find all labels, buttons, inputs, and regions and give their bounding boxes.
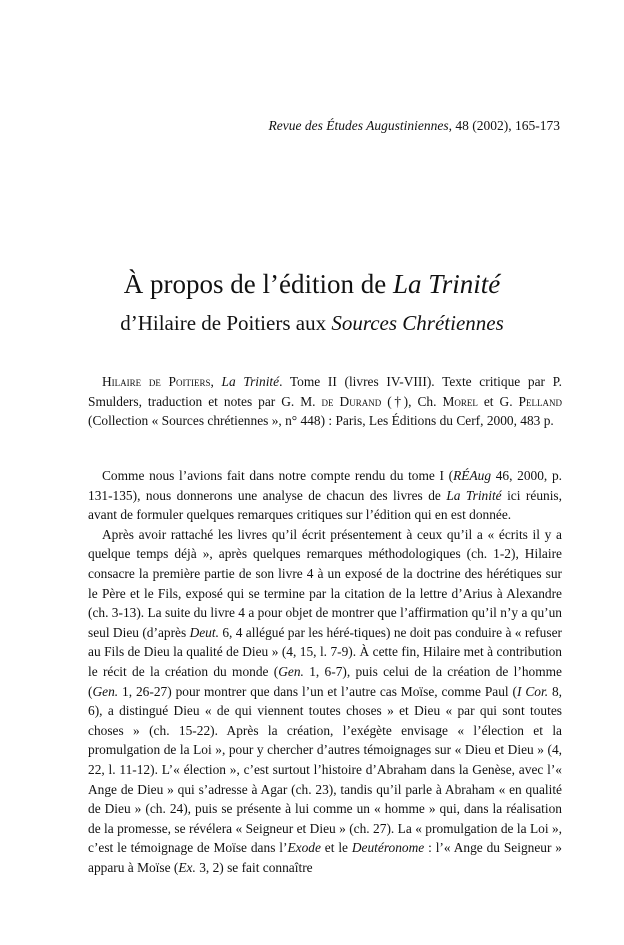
biblio-text: . Tome II (livres IV-VIII). Texte critique par P. Smulders, traduction et notes par G. M. — [88, 374, 562, 409]
text-italic: La Trinité — [446, 487, 502, 503]
text-run: 8, 6), a distingué Dieu « de qui viennent toutes choses » et Dieu « par qui sont toutes choses » (ch. 15-22). Après la création, l’exégète envisage « l’élection et la promulgation de la Loi », pour y chercher d’autres témoignages sur « Dieu et Dieu » (4, 22, l. 11-12). L’« élection », c’est surtout l’histoire d’Abraham dans la Genèse, avec l’« Ange de Dieu » qui s’adresse à Agar (ch. 23), tandis qu’il parle à Abraham « en qualité de Dieu » (ch. 24), puis se présente à lui comme un « homme » qui, dans la réalisation de la promesse, se révélera « Seigneur et Dieu » (ch. 27). La « promulgation de la Loi », c’est le témoignage de Moïse dans l’ — [88, 683, 562, 856]
text-run: Après avoir rattaché les livres qu’il écrit présentement à ceux qu’il a « écrits il y a quelque temps déjà », après quelques remarques méthodologiques (ch. 1-2), Hilaire consacre la première partie de son livre 4 à un exposé de la doctrine des hérétiques sur le Père et le Fils, exposé qui se termine par la citation de la lettre d’Arius à Alexandre (ch. 3-13). La suite du livre 4 a pour objet de montrer que l’affirmation qu’il n’y a qu’un seul Dieu (d’après — [88, 526, 562, 640]
article-subtitle — [30, 310, 594, 336]
text-italic: I Cor. — [517, 683, 549, 699]
text-run: ici réunis, avant de formuler quelques remarques critiques sur l’édition qui en est donnée. — [88, 487, 562, 523]
text-italic: Deut. — [189, 624, 219, 640]
biblio-editor-name: Pelland — [518, 393, 562, 409]
biblio-sep: , — [210, 374, 222, 389]
text-run: 6, 4 allégué par les héré-tiques) ne doit pas conduire à « refuser au Fils de Dieu la qualité de Dieu » (4, 15, l. 7-9). À cette fin, Hilaire met à contribution le récit de la création du monde ( — [88, 624, 562, 679]
text-run: 46, 2000, p. 131-135), nous donnerons une analyse de chacun des livres de — [88, 468, 562, 503]
biblio-work-title: La Trinité — [221, 374, 280, 389]
subtitle-italic: Sources Chrétiennes — [331, 311, 504, 335]
body-paragraph — [88, 525, 562, 878]
article-body — [88, 466, 562, 877]
body-paragraph — [88, 466, 562, 525]
running-head — [200, 118, 560, 134]
text-italic: Exode — [287, 840, 321, 856]
text-italic: RÉAug — [453, 468, 492, 483]
journal-name: Revue des Études Augustiniennes — [268, 118, 449, 133]
title-italic: La Trinité — [392, 269, 501, 299]
biblio-text: et G. — [477, 393, 519, 409]
text-run: 1, 26-27) pour montrer que dans l’un et l’autre cas Moïse, comme Paul ( — [118, 683, 517, 699]
biblio-paragraph — [88, 372, 562, 431]
article-title — [30, 268, 594, 300]
text-run: et le — [320, 840, 352, 856]
text-run: 3, 2) se fait connaître — [195, 859, 313, 875]
subtitle-prefix: d’Hilaire de Poitiers aux — [120, 311, 332, 335]
volume-info: , 48 (2002), 165-173 — [448, 118, 560, 133]
text-italic: Gen. — [92, 683, 119, 699]
biblio-text: (Collection « Sources chrétiennes », n° 448) : Paris, Les Éditions du Cerf, 2000, 483 p. — [88, 413, 554, 429]
text-run: : l’« Ange du Seigneur » apparu à Moïse ( — [88, 840, 562, 875]
text-italic: Deutéronome — [351, 840, 425, 856]
biblio-editor-name: de Durand — [321, 393, 382, 409]
bibliographic-reference — [88, 372, 562, 431]
biblio-author: Hilaire de Poitiers — [102, 374, 211, 389]
text-italic: Gen. — [278, 663, 304, 679]
text-italic: Ex. — [178, 859, 196, 875]
text-run: 1, 6-7), puis celui de la création de l’homme ( — [88, 663, 562, 699]
title-prefix: À propos de l’édition de — [123, 269, 393, 299]
biblio-text: (†), Ch. — [381, 393, 443, 409]
text-run: Comme nous l’avions fait dans notre compte rendu du tome I ( — [102, 468, 454, 483]
biblio-editor-name: Morel — [442, 393, 478, 409]
